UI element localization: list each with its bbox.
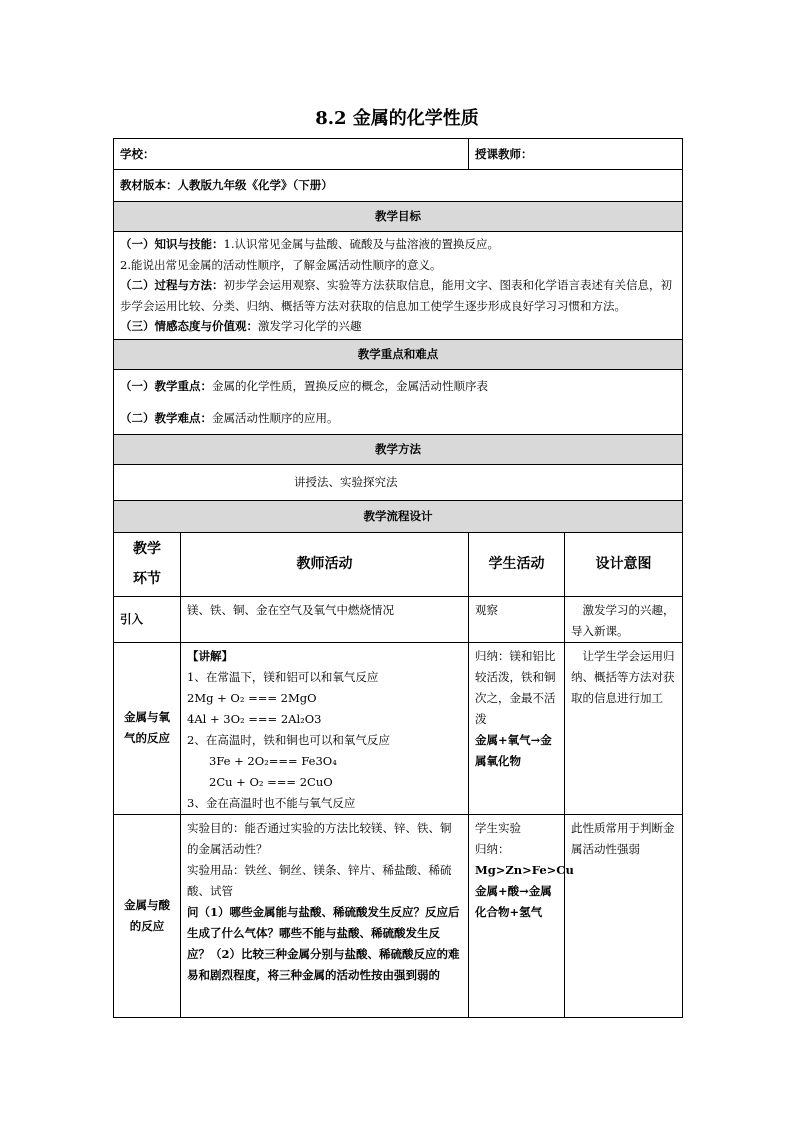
teacher-label: 授课教师： [469,139,683,170]
acid-materials: 实验用品：铁丝、铜丝、镁条、锌片、稀盐酸、稀硫酸、试管 [187,862,452,898]
student-intro: 观察 [469,596,565,642]
stage-intro: 引入 [114,596,181,642]
teacher-acid [181,814,469,1017]
school-label: 学校： [114,139,469,170]
equation-cu: 2Cu + O₂ === 2CuO [209,774,333,789]
student-acid: 学生实验 归纳： Mg>Zn>Fe>Cu 金属+酸→金属化合物+氢气 [469,814,565,1017]
method-body-row [114,464,683,500]
intent-acid: 此性质常用于判断金属活动性强弱 [565,814,683,1017]
equation-al: 4Al + 3O₂ === 2Al₂O3 [187,711,322,726]
stage-oxygen: 金属与氧气的反应 [114,642,181,814]
teacher-intro: 镁、铁、铜、金在空气及氧气中燃烧情况 [181,596,469,642]
flow-header-row [114,532,683,596]
student-oxygen: 归纳：镁和铝比较活泼，铁和铜次之，金最不活泼 金属+氧气→金属氧化物 [469,642,565,814]
flow-heading: 教学流程设计 [114,500,683,532]
flow-row-intro [114,596,683,642]
col-stage-header: 教学 环节 [114,532,181,596]
intent-intro: 激发学习的兴趣，导入新课。 [565,596,683,642]
key-point: （一）教学重点：金属的化学性质，置换反应的概念，金属活动性顺序表 [120,378,488,393]
goal-knowledge-1: （一）知识与技能：1.认识常见金属与盐酸、硫酸及与盐溶液的置换反应。 [120,237,499,251]
flow-heading-row [114,500,683,532]
page-title: 8.2 金属的化学性质 [315,108,479,129]
lecture-label: 【讲解】 [187,648,233,663]
method-heading: 教学方法 [114,434,683,464]
school-row [114,139,683,170]
col-intent-header: 设计意图 [565,532,683,596]
goals-heading-row [114,202,683,232]
acid-aim: 实验目的：能否通过实验的方法比较镁、锌、铁、铜的金属活动性？ [187,820,452,856]
goals-body [114,232,683,340]
keypoints-heading-row [114,339,683,369]
edition-text: 教材版本：人教版九年级《化学》（下册） [114,170,683,202]
edition-row [114,170,683,202]
method-text: 讲授法、实验探究法 [114,464,683,500]
flow-row-acid [114,814,683,1017]
keypoints-body-row [114,369,683,434]
lesson-plan-table [113,138,683,1018]
goals-heading: 教学目标 [114,202,683,232]
hard-point: （二）教学难点：金属活动性顺序的应用。 [120,410,339,425]
oxygen-point-1: 1、在常温下，镁和铝可以和氧气反应 [187,669,379,684]
oxygen-point-2: 2、在高温时，铁和铜也可以和氧气反应 [187,732,390,747]
flow-row-oxygen [114,642,683,814]
goal-process: （二）过程与方法：初步学会运用观察、实验等方法获取信息，能用文字、图表和化学语言表述有关信息，初步学会运用比较、分类、归纳、概括等方法对获取的信息加工使学生逐步形成良好学习习惯和方法。 [120,278,672,313]
teacher-oxygen [181,642,469,814]
oxygen-point-3: 3、金在高温时也不能与氧气反应 [187,795,356,810]
stage-acid: 金属与酸的反应 [114,814,181,1017]
goals-body-row [114,232,683,340]
goal-emotion: （三）情感态度与价值观：激发学习化学的兴趣 [120,319,362,333]
col-student-header: 学生活动 [469,532,565,596]
col-teacher-header: 教师活动 [181,532,469,596]
equation-fe: 3Fe + 2O₂=== Fe3O₄ [209,753,337,768]
equation-mg: 2Mg + O₂ === 2MgO [187,690,317,705]
keypoints-body [114,369,683,434]
acid-questions: 问（1）哪些金属能与盐酸、稀硫酸发生反应？反应后生成了什么气体？哪些不能与盐酸、稀硫酸发生反应？（2）比较三种金属分别与盐酸、稀硫酸反应的难易和剧烈程度，将三种金属的活动性按由强到弱的 [187,904,460,982]
keypoints-heading: 教学重点和难点 [114,339,683,369]
intent-oxygen: 让学生学会运用归纳、概括等方法对获取的信息进行加工 [565,642,683,814]
method-heading-row [114,434,683,464]
goal-knowledge-2: 2.能说出常见金属的活动性顺序，了解金属活动性顺序的意义。 [120,257,442,272]
